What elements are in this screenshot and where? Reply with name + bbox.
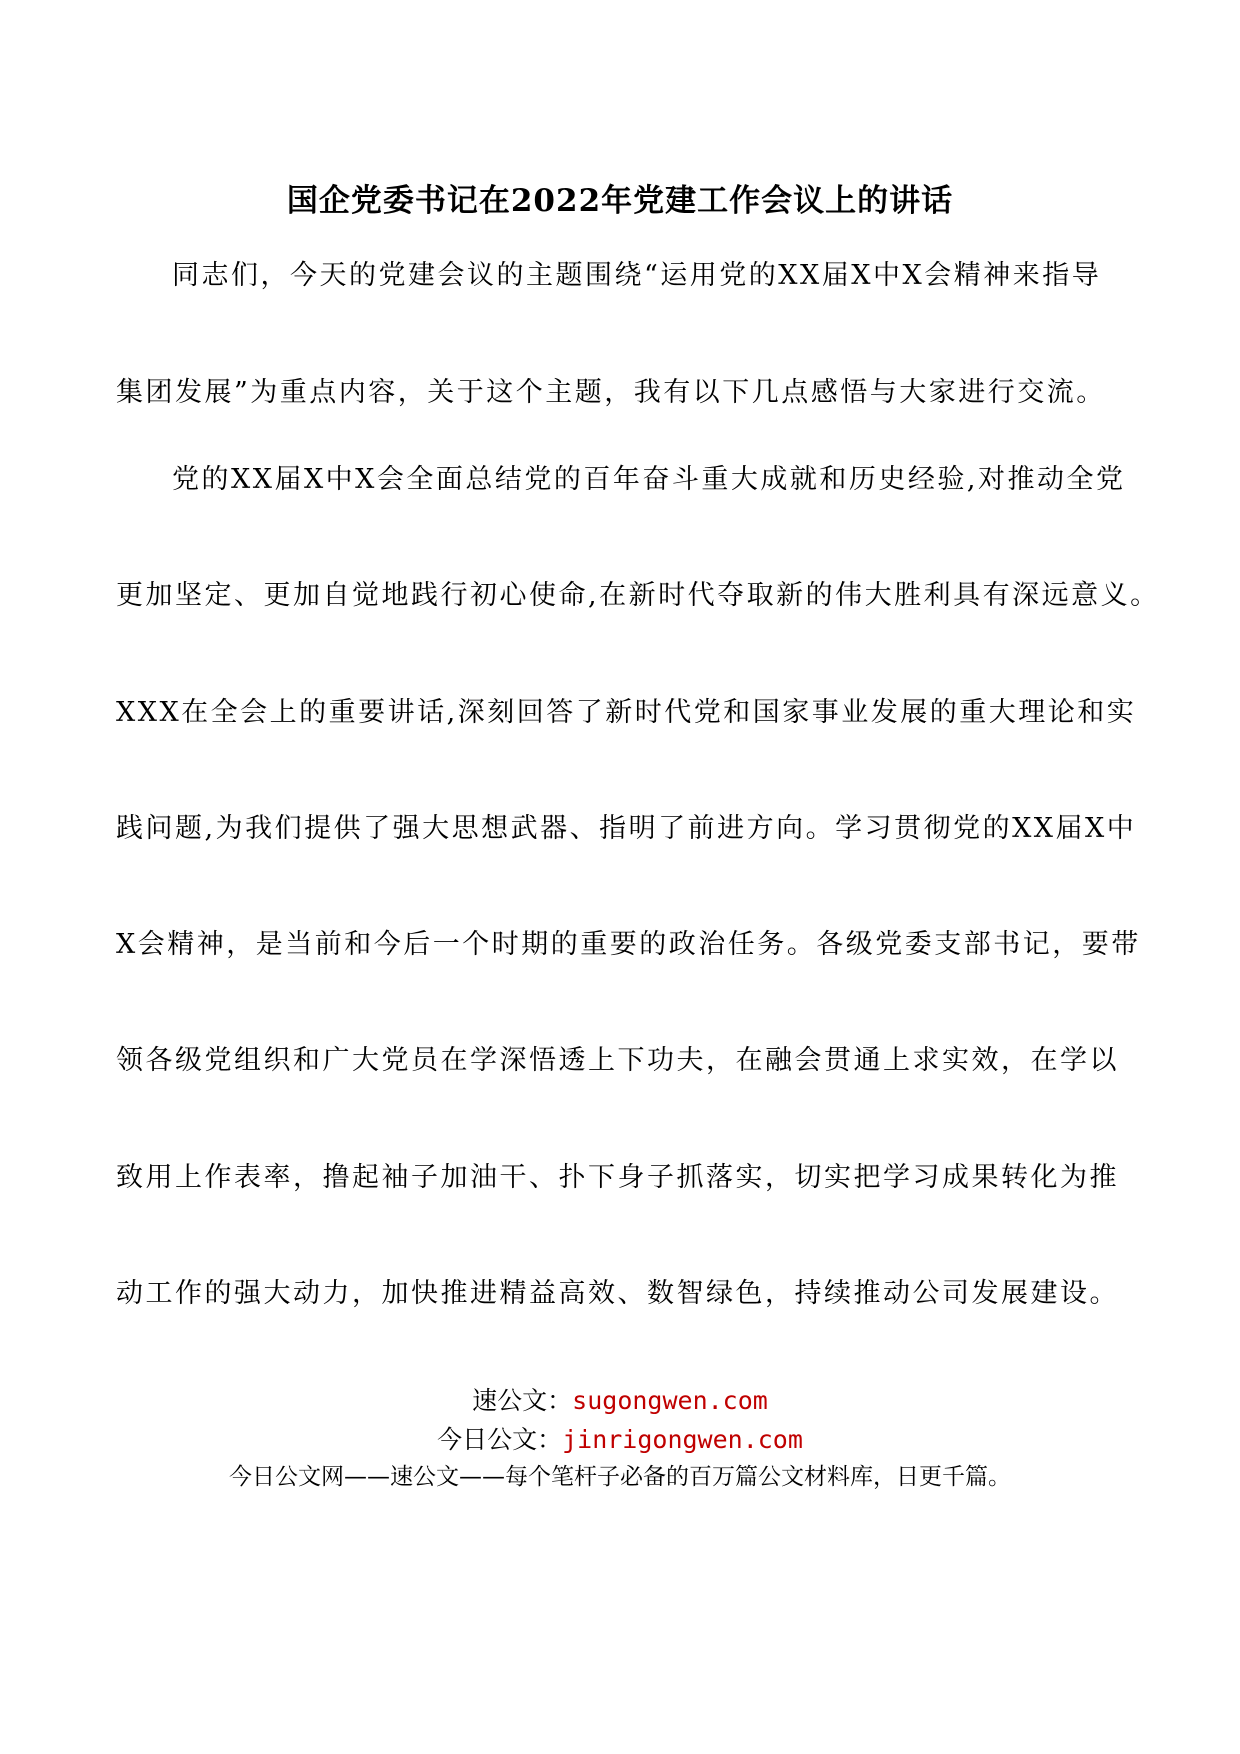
body-line-1: 同志们，今天的党建会议的主题围绕“运用党的XX届X中X会精神来指导 [172,260,1102,291]
body-line-7: X会精神，是当前和今后一个时期的重要的政治任务。各级党委支部书记，要带 [116,929,1141,960]
body-line-6: 践问题,为我们提供了强大思想武器、指明了前进方向。学习贯彻党的XX届X中 [116,813,1137,844]
body-line-10: 动工作的强大动力，加快推进精益高效、数智绿色，持续推动公司发展建设。 [116,1278,1119,1309]
body-line-3: 党的XX届X中X会全面总结党的百年奋斗重大成就和历史经验,对推动全党 [172,464,1126,495]
document-title: 国企党委书记在2022年党建工作会议上的讲话 [286,183,954,219]
body-line-2: 集团发展”为重点内容，关于这个主题，我有以下几点感悟与大家进行交流。 [116,377,1106,408]
footer-jinrigongwen-label: 今日公文： [437,1425,563,1454]
footer-sugongwen [0,1381,1240,1417]
body-line-9: 致用上作表率，撸起袖子加油干、扑下身子抓落实，切实把学习成果转化为推 [116,1162,1119,1193]
body-line-8: 领各级党组织和广大党员在学深悟透上下功夫，在融会贯通上求实效，在学以 [116,1045,1119,1076]
footer-jinrigongwen-link[interactable]: jinrigongwen.com [562,1425,803,1454]
body-line-4: 更加坚定、更加自觉地践行初心使命,在新时代夺取新的伟大胜利具有深远意义。 [116,580,1160,611]
footer-sugongwen-link[interactable]: sugongwen.com [572,1386,768,1415]
body-line-5: XXX在全会上的重要讲话,深刻回答了新时代党和国家事业发展的重大理论和实 [116,697,1137,728]
footer-jinrigongwen [0,1420,1240,1456]
footer-sugongwen-label: 速公文： [472,1386,573,1415]
footer-note: 今日公文网——速公文——每个笔杆子必备的百万篇公文材料库，日更千篇。 [229,1464,1011,1490]
